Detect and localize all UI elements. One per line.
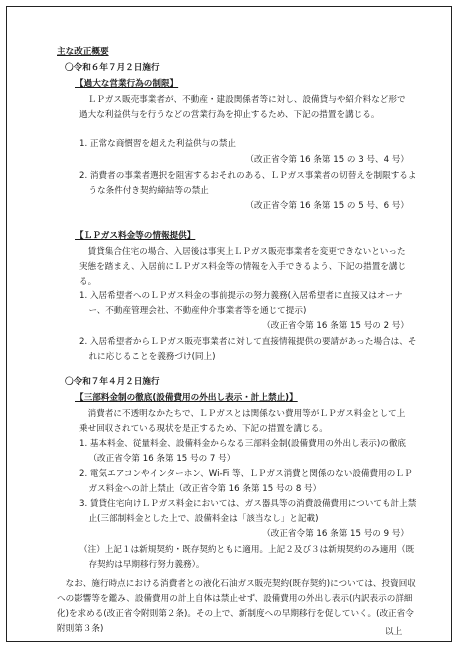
document-page <box>6 6 452 642</box>
section-3-item-3: 3. 賃貸住宅向けＬＰガス料金においては、ガス器具等の消費設備費用についても計上禁止(三部制料金とした上で、設備料金は「該当なし」と記載) <box>79 499 417 524</box>
section-3-item-1: 1. 基本料金、従量料金、設備料金からなる三部料金制(設備費用の外出し表示)の徹底（改正省令第 16 条第 15 号の 7 号） <box>79 439 407 464</box>
section-3-date: 〇令和７年４月２日施行 <box>65 377 160 387</box>
section-2-intro: 賃貸集合住宅の場合、入居後は事実上ＬＰガス販売事業者を変更できないといった実態を踏まえ、入居前にＬＰガス料金等の情報を入手できるよう、下記の措置を講じる。 <box>79 247 407 287</box>
section-1-item-1: 1. 正常な商慣習を超えた利益供与の禁止 <box>79 139 237 149</box>
section-1-topic: 【過大な営業行為の制限】 <box>75 79 179 89</box>
page-heading: 主な改正概要 <box>57 47 109 57</box>
section-1-date: 〇令和６年７月２日施行 <box>65 63 160 73</box>
closing-paragraph: なお、施行時点における消費者との液化石油ガス販売契約(既存契約)については、投資回収への影響等を鑑み、設備費用の計上自体は禁止せず、設備費用の外出し表示(内訳表示の詳細化)を求める(改正省令附則第２条)。その上で、新制度への早期移行を促していく。(改正省令附則第３条) <box>57 579 416 634</box>
section-1-item-2: 2. 消費者の事業者選択を阻害するおそれのある、ＬＰガス事業者の切替えを制限するような条件付き契約締結等の禁止 <box>79 171 417 196</box>
section-3-item-3-ref: （改正省令第 16 条第 15 号の 9 号） <box>262 529 409 539</box>
section-3-topic: 【三部料金制の徹底(設備費用の外出し表示・計上禁止)】 <box>75 393 298 403</box>
section-3-intro: 消費者に不透明なかたちで、ＬＰガスとは関係ない費用等がＬＰガス料金として上乗せ回収されている現状を是正するため、下記の措置を講じる。 <box>79 409 406 434</box>
section-2-topic: 【ＬＰガス料金等の情報提供】 <box>75 231 196 241</box>
section-1-intro: ＬＰガス販売事業者が、不動産・建設関係者等に対し、設備貸与や紹介料など形で過大な利益供与を行うなどの営業行為を抑止するため、下記の措置を講じる。 <box>79 95 406 120</box>
section-3-note: （注）上記１は新規契約・既存契約ともに適用。上記２及び３は新規契約のみ適用（既存契約は早期移行努力義務）。 <box>79 545 415 570</box>
section-1-item-1-ref: （改正省令第 16 条第 15 の 3 号、4 号） <box>245 155 409 165</box>
section-2-item-1: 1. 入居希望者へのＬＰガス料金の事前提示の努力義務(入居希望者に直接又はオーナー、不動産管理会社、不動産仲介事業者等を通じて提示) <box>79 291 403 316</box>
section-2-item-2: 2. 入居希望者からＬＰガス販売事業者に対して直接情報提供の要請があった場合は、それに応じることを義務づけ(同上) <box>79 337 417 362</box>
section-1-item-2-ref: （改正省令第 16 条第 15 の 5 号、6 号） <box>245 201 409 211</box>
end-mark: 以上 <box>385 627 403 637</box>
section-3-item-2: 2. 電気エアコンやインターホン、Wi-Fi 等、ＬＰガス消費と関係のない設備費用のＬＰガス料金への計上禁止（改正省令第 16 条第 15 号の 8 号） <box>79 469 413 494</box>
section-2-item-1-ref: （改正省令第 16 条第 15 号の 2 号） <box>262 321 409 331</box>
